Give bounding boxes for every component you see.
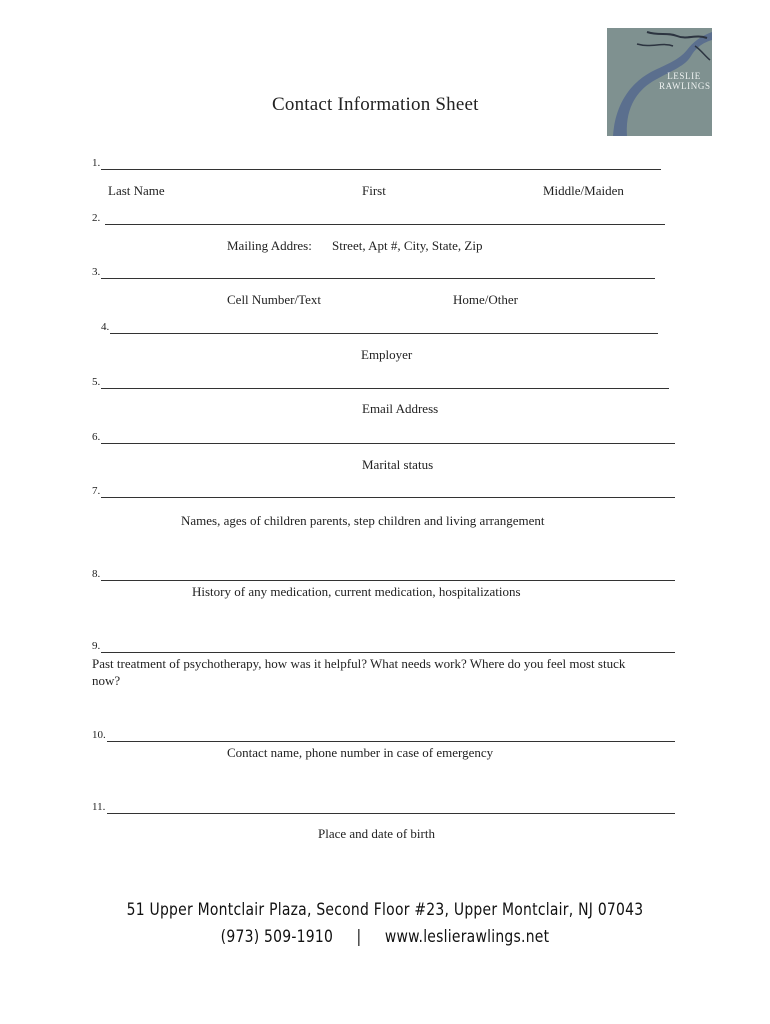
logo-line-1: LESLIE <box>667 71 701 81</box>
field-10-number: 10. <box>92 729 106 741</box>
field-9-label-now: now? <box>92 673 121 688</box>
field-2-line[interactable] <box>105 224 665 225</box>
field-1-label-middle: Middle/Maiden <box>543 183 624 198</box>
field-7-label-children: Names, ages of children parents, step children and living arrangement <box>181 513 545 528</box>
field-1-label-last-name: Last Name <box>108 183 165 198</box>
field-3-line[interactable] <box>101 278 655 279</box>
field-4-number: 4. <box>101 321 110 333</box>
field-8-line[interactable] <box>101 580 675 581</box>
field-1-number: 1. <box>92 157 101 169</box>
field-11-line[interactable] <box>107 813 675 814</box>
field-6-number: 6. <box>92 431 101 443</box>
field-1-line[interactable] <box>101 169 661 170</box>
field-9-number: 9. <box>92 640 101 652</box>
field-10-line[interactable] <box>107 741 675 742</box>
field-2-number: 2. <box>92 212 101 224</box>
field-4-line[interactable] <box>110 333 658 334</box>
field-10-label-emergency: Contact name, phone number in case of emergency <box>227 745 494 760</box>
field-5-number: 5. <box>92 376 101 388</box>
field-3-label-home: Home/Other <box>453 292 518 307</box>
leslie-rawlings-logo <box>607 28 712 136</box>
field-5-label-email: Email Address <box>362 401 439 416</box>
field-11-label-birth: Place and date of birth <box>318 826 435 841</box>
field-3-label-cell: Cell Number/Text <box>227 292 322 307</box>
field-6-label-marital: Marital status <box>362 457 434 472</box>
field-1-label-first: First <box>362 183 386 198</box>
field-9-label-psychotherapy: Past treatment of psychotherapy, how was it helpful? What needs work? Where do you feel most stuck <box>92 656 626 671</box>
footer-address: 51 Upper Montclair Plaza, Second Floor #23, Upper Montclair, NJ 07043 <box>126 900 644 920</box>
field-7-line[interactable] <box>101 497 675 498</box>
field-8-number: 8. <box>92 568 101 580</box>
page-title: Contact Information Sheet <box>272 94 479 115</box>
logo-line-2: RAWLINGS <box>659 81 711 91</box>
field-11-number: 11. <box>92 801 106 813</box>
logo-text <box>659 71 709 91</box>
field-5-line[interactable] <box>101 388 669 389</box>
field-6-line[interactable] <box>101 443 675 444</box>
field-7-number: 7. <box>92 485 101 497</box>
field-9-line[interactable] <box>101 652 675 653</box>
field-8-label-medication: History of any medication, current medication, hospitalizations <box>192 584 521 599</box>
footer-contact: (973) 509-1910 | www.leslierawlings.net <box>220 927 550 947</box>
field-3-number: 3. <box>92 266 101 278</box>
field-4-label-employer: Employer <box>361 347 413 362</box>
field-2-label-mailing: Mailing Addres: <box>227 238 312 253</box>
field-2-label-street: Street, Apt #, City, State, Zip <box>332 238 483 253</box>
